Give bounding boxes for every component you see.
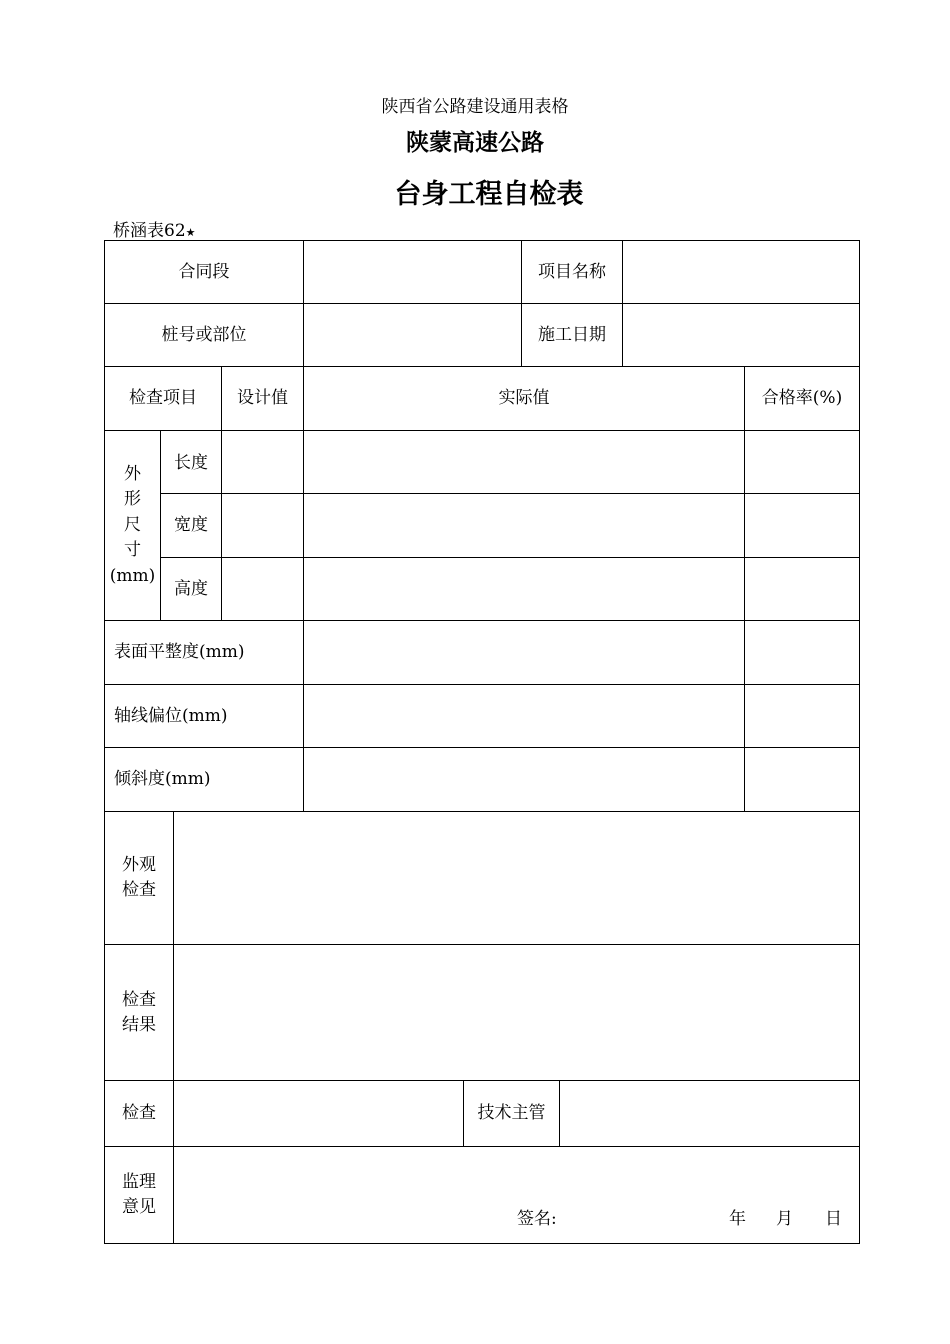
signature-month: 月 bbox=[776, 1209, 793, 1229]
height-design[interactable] bbox=[221, 557, 304, 621]
length-label: 长度 bbox=[160, 430, 222, 494]
contract-value[interactable] bbox=[303, 240, 522, 304]
width-actual[interactable] bbox=[303, 493, 745, 558]
col-header-rate: 合格率(%) bbox=[744, 366, 860, 431]
appearance-label-line: 外观 bbox=[122, 855, 156, 876]
dimension-group-char: 寸 bbox=[124, 540, 141, 561]
result-label bbox=[104, 944, 174, 1081]
contract-label: 合同段 bbox=[104, 240, 304, 304]
project-name-value[interactable] bbox=[622, 240, 860, 304]
height-rate[interactable] bbox=[744, 557, 860, 621]
result-content[interactable] bbox=[173, 944, 860, 1081]
result-label-line: 结果 bbox=[122, 1014, 156, 1035]
dimension-group-char: 尺 bbox=[124, 514, 141, 535]
appearance-label bbox=[104, 811, 174, 945]
form-title: 台身工程自检表 bbox=[394, 179, 584, 210]
col-header-design: 设计值 bbox=[221, 366, 304, 431]
supervisor-label-line: 监理 bbox=[122, 1172, 156, 1193]
date-label: 施工日期 bbox=[521, 303, 623, 367]
col-header-actual: 实际值 bbox=[303, 366, 745, 431]
height-actual[interactable] bbox=[303, 557, 745, 621]
appearance-content[interactable] bbox=[173, 811, 860, 945]
height-label: 高度 bbox=[160, 557, 222, 621]
length-rate[interactable] bbox=[744, 430, 860, 494]
tech-lead-value[interactable] bbox=[559, 1080, 860, 1147]
signature-day: 日 bbox=[825, 1209, 842, 1229]
axis-actual[interactable] bbox=[303, 684, 745, 748]
length-design[interactable] bbox=[221, 430, 304, 494]
signature-label: 签名: bbox=[517, 1209, 557, 1229]
project-name-label: 项目名称 bbox=[521, 240, 623, 304]
supervisor-label-line: 意见 bbox=[122, 1197, 156, 1217]
appearance-label-line: 检查 bbox=[122, 880, 156, 900]
form-organization: 陕西省公路建设通用表格 bbox=[381, 97, 569, 117]
col-header-item: 检查项目 bbox=[104, 366, 222, 431]
dimension-group-label bbox=[104, 430, 161, 621]
signature-year: 年 bbox=[729, 1209, 746, 1229]
form-number-text: 桥涵表62 bbox=[113, 221, 186, 241]
width-label: 宽度 bbox=[160, 493, 222, 558]
width-rate[interactable] bbox=[744, 493, 860, 558]
supervisor-content[interactable] bbox=[173, 1146, 860, 1244]
flatness-actual[interactable] bbox=[303, 620, 745, 685]
inspector-value[interactable] bbox=[173, 1080, 464, 1147]
project-name: 陕蒙高速公路 bbox=[406, 130, 544, 156]
tech-lead-label: 技术主管 bbox=[463, 1080, 560, 1147]
length-actual[interactable] bbox=[303, 430, 745, 494]
dimension-group-char: 外 bbox=[124, 463, 141, 484]
axis-label: 轴线偏位(mm) bbox=[104, 684, 304, 748]
station-label: 桩号或部位 bbox=[104, 303, 304, 367]
axis-rate[interactable] bbox=[744, 684, 860, 748]
star-icon: ★ bbox=[185, 226, 196, 239]
supervisor-label bbox=[104, 1146, 174, 1244]
station-value[interactable] bbox=[303, 303, 522, 367]
inspector-label: 检查 bbox=[104, 1080, 174, 1147]
dimension-group-char: 形 bbox=[124, 489, 141, 510]
tilt-label: 倾斜度(mm) bbox=[104, 747, 304, 812]
tilt-rate[interactable] bbox=[744, 747, 860, 812]
flatness-label: 表面平整度(mm) bbox=[104, 620, 304, 685]
tilt-actual[interactable] bbox=[303, 747, 745, 812]
dimension-group-char: (mm) bbox=[109, 565, 156, 586]
date-value[interactable] bbox=[622, 303, 860, 367]
form-number bbox=[113, 216, 196, 241]
width-design[interactable] bbox=[221, 493, 304, 558]
result-label-line: 检查 bbox=[122, 989, 156, 1010]
flatness-rate[interactable] bbox=[744, 620, 860, 685]
